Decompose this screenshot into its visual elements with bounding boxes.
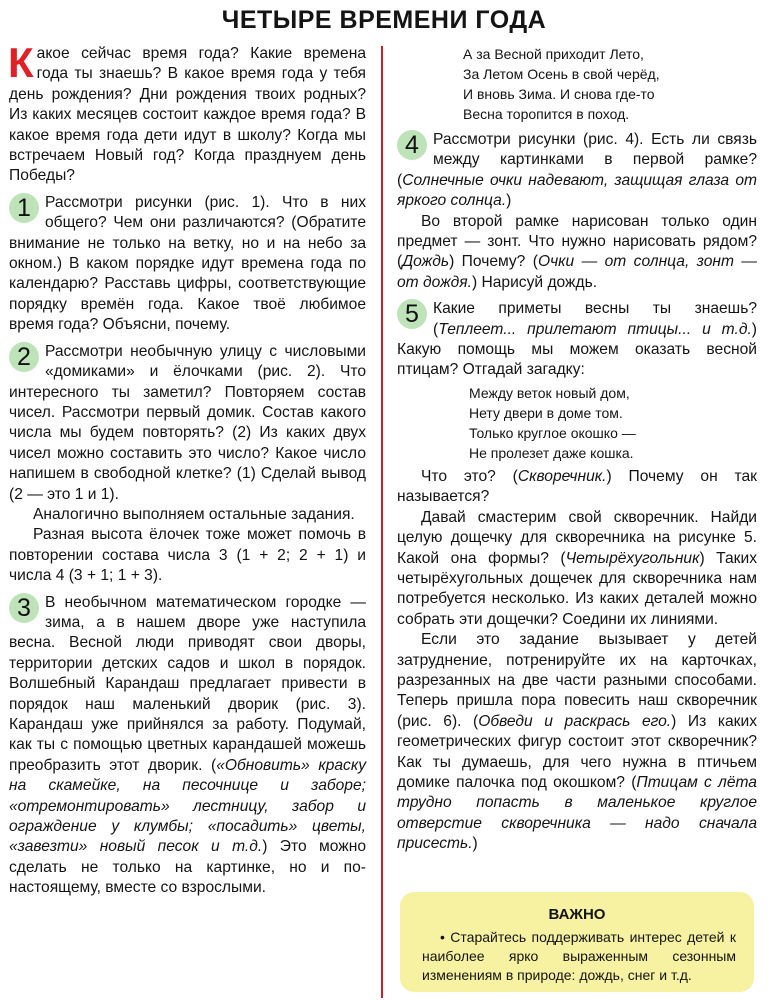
riddle-line: Не пролезет даже кошка. [469, 444, 634, 461]
section-1 [9, 193, 366, 336]
poem-line: А за Весной приходит Лето, [463, 46, 644, 62]
text-run: ) Нарисуй дождь. [471, 273, 598, 291]
poem-line: Весна торопится в поход. [463, 106, 630, 122]
intro-text: акое сейчас время года? Какие времена года ты знаешь? В какое время года у тебя день рождения? Дни рождения твоих родных? Из каких месяцев состоит каждое время года? В какое время года дети идут в школу? Когда мы встречаем Новый год? Когда празднуем день Победы? [9, 45, 366, 185]
section-number-badge: 2 [9, 342, 39, 372]
section-number-badge: 3 [9, 593, 39, 623]
text-run: Что это? ( [421, 467, 518, 485]
intro-paragraph [8, 39, 366, 187]
riddle-line: Между веток новый дом, [469, 384, 630, 401]
section-3-text: В необычном математическом городке — зима, а в нашем дворе уже наступила весна. Весной люди приводят свои дворы, территории детских садов и школ в порядок. Волшебный Карандаш предлагает привести в порядок наш маленький дворик (рис. 3). Карандаш уже прийнялся за работу. Подумай, как ты с помощью цветных карандашей можешь преобразить этот дворик. ( [9, 593, 366, 774]
text-run: ) [472, 835, 478, 853]
text-run: Какие приметы весны ты знаешь? ( [433, 300, 757, 338]
left-column [8, 39, 367, 899]
section-4-italic: Солнечные очки надевают, защищая глаза от яркого солнца. [397, 171, 757, 210]
section-1-text: Рассмотри рисунки (рис. 1). Что в них общего? Чем они различаются? (Обратите внимание не только на ветку, но и на небо за окном.) В каком порядке идут времена года по календарю? Расставь цифры, соответствующие порядку времён года. Какое твоё любимое время года? Объясни, почему. [9, 193, 366, 334]
section-number-badge: 4 [397, 130, 427, 160]
riddle-poem [469, 383, 757, 463]
section-5-paragraph-3 [397, 508, 757, 630]
riddle-line: Нету двери в доме том. [469, 404, 623, 421]
italic-run: Четырёхугольник [565, 549, 700, 567]
section-3-italic: «Обновить» краску на скамейке, на песочнице и заборе; «отремонтировать» лестницу, забор и ограждение у клумбы; «посадить» цветы, «завезти» новый песок и т.д. [9, 756, 367, 856]
section-2-paragraph-2: Аналогично выполняем остальные задания. [33, 505, 355, 523]
dropcap-letter: К [8, 39, 34, 86]
note-text: • Старайтесь поддерживать интерес детей к наиболее ярко выраженным сезонным изменениям в природе: дождь, снег и т.д. [422, 929, 736, 983]
right-column [397, 44, 757, 855]
poem-line: И вновь Зима. И снова где-то [463, 86, 655, 102]
section-2 [9, 342, 366, 505]
important-note-box [400, 892, 754, 992]
section-4-paragraph-2 [397, 212, 757, 294]
section-number-badge: 5 [397, 299, 427, 329]
text-run: ) Таких четырёхугольных дощечек для скворечника нам потребуется несколько. Из каких деталей можно собрать эти дощечки? Соедини их линиями. [397, 549, 758, 628]
italic-run: Скворечник. [517, 467, 607, 485]
italic-run: Обведи и раскрась его. [478, 712, 672, 730]
italic-run: Птицам с лёта трудно попасть в маленькое круглое отверстие скворечника — надо сначала присесть. [397, 773, 757, 853]
section-4-text: Рассмотри рисунки (рис. 4). Есть ли связь между картинками в первой рамке? ( [397, 131, 757, 189]
section-2-text: Рассмотри необычную улицу с числовыми «домиками» и ёлочками (рис. 2). Что интересного ты заметил? Повторяем состав чисел. Рассмотри первый домик. Состав какого числа мы будем повторять? (2) Из каких двух чисел можно составить это число? Какое число напишем в свободной клетке? (1) Сделай вывод (2 — это 1 и 1). [9, 342, 366, 503]
section-4 [397, 130, 757, 212]
section-5 [397, 299, 757, 381]
section-5-paragraph-4 [397, 630, 757, 854]
section-number-badge: 1 [9, 193, 39, 223]
italic-run: Дождь [402, 253, 450, 271]
text-run: ) Из каких геометрических фигур состоит этот скворечник? Как ты думаешь, для чего нужна в птичьем домике палочка под окошком? ( [397, 712, 757, 791]
section-3 [9, 593, 366, 899]
text-run: Если это задание вызывает у детей затруднение, потренируйте их на карточках, разрезанных на две части разными способами. Теперь пришла пора повесить наш скворечник (рис. 6). ( [397, 631, 757, 730]
section-5-paragraph-2 [397, 467, 757, 508]
section-2-paragraph-3: Разная высота ёлочек тоже может помочь в повторении состава числа 3 (1 + 2; 2 + 1) и числа 4 (3 + 1; 1 + 3). [9, 526, 366, 585]
italic-run: Очки — от солнца, зонт — от дождя. [397, 253, 757, 291]
note-title: ВАЖНО [548, 906, 606, 923]
poem-line: За Летом Осень в свой черёд, [463, 66, 660, 82]
riddle-line: Только круглое окошко — [469, 424, 636, 441]
page-title: ЧЕТЫРЕ ВРЕМЕНИ ГОДА [221, 6, 547, 34]
column-divider [381, 46, 383, 998]
section-3-tail: ) Это можно сделать не только на картинке, но и по-настоящему, вместе со взрослыми. [9, 838, 366, 897]
italic-run: Теплеет... прилетают птицы... и т.д. [438, 320, 752, 338]
text-run: Давай смастерим свой скворечник. Найди целую дощечку для скворечника на рисунке 5. Какой она формы? ( [397, 508, 757, 567]
text-run: ) Почему? ( [449, 253, 538, 271]
poem-seasons [463, 44, 757, 124]
text-run: ) Какую помощь мы можем оказать весной птицам? Отгадай загадку: [397, 320, 757, 379]
text-run: Во второй рамке нарисован только один предмет — зонт. Что нужно нарисовать рядом? ( [397, 212, 757, 271]
section-4-text-end: ) [506, 192, 512, 210]
text-run: ) Почему он так называется? [397, 467, 757, 506]
